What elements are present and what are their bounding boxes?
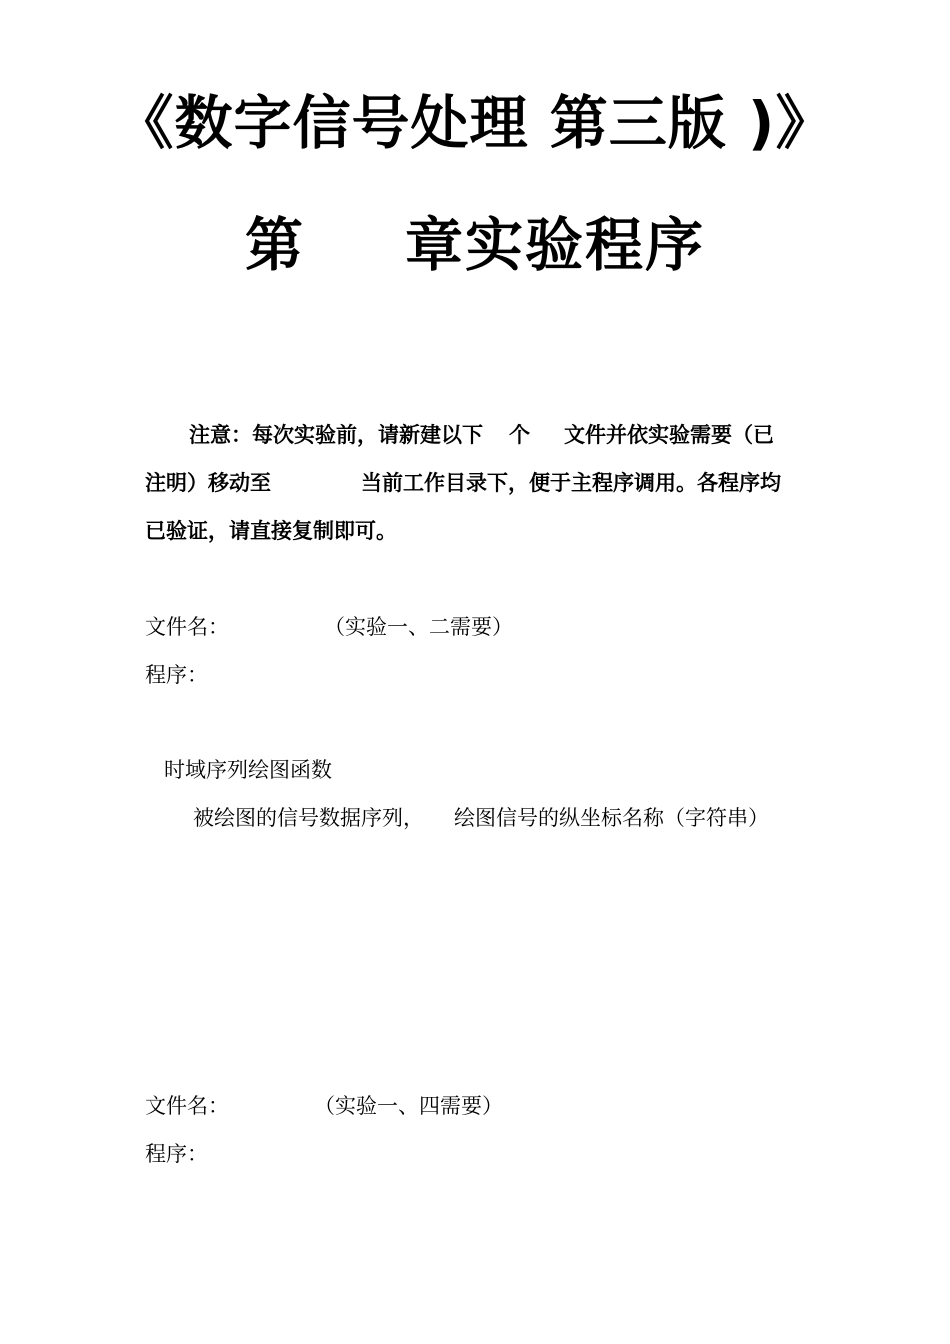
notice-line-1 — [145, 411, 810, 459]
file2-note: （实验一、四需要） — [314, 1094, 503, 1118]
notice-line-2 — [145, 459, 810, 507]
chapter-heading — [0, 210, 950, 280]
file1-function-description: 时域序列绘图函数 — [164, 758, 332, 782]
notice-line-3: 已验证，请直接复制即可。 — [145, 519, 397, 543]
file1-parameter-description — [193, 803, 769, 833]
document-title: 《数字信号处理 第三版 )》 — [115, 89, 835, 157]
chapter-suffix: 章实验程序 — [405, 211, 706, 279]
notice-line-1b: 个 — [509, 423, 530, 447]
param-a: 被绘图的信号数据序列， — [193, 806, 424, 830]
param-b: 绘图信号的纵坐标名称（字符串） — [454, 806, 769, 830]
notice-paragraph — [145, 411, 810, 555]
file2-name-line — [145, 1091, 503, 1121]
chapter-prefix: 第 — [244, 211, 305, 279]
notice-line-2a: 注明）移动至 — [145, 471, 271, 495]
notice-line-1c: 文件并依实验需要（已 — [564, 423, 774, 447]
file2-program-label: 程序： — [145, 1142, 208, 1166]
file1-label: 文件名： — [145, 615, 229, 639]
file1-note: （实验一、二需要） — [324, 615, 513, 639]
file2-label: 文件名： — [145, 1094, 229, 1118]
notice-line-2b: 当前工作目录下，便于主程序调用。各程序均 — [361, 471, 781, 495]
file1-name-line — [145, 612, 513, 642]
file1-program-label: 程序： — [145, 663, 208, 687]
notice-line-1a: 注意：每次实验前，请新建以下 — [189, 423, 483, 447]
